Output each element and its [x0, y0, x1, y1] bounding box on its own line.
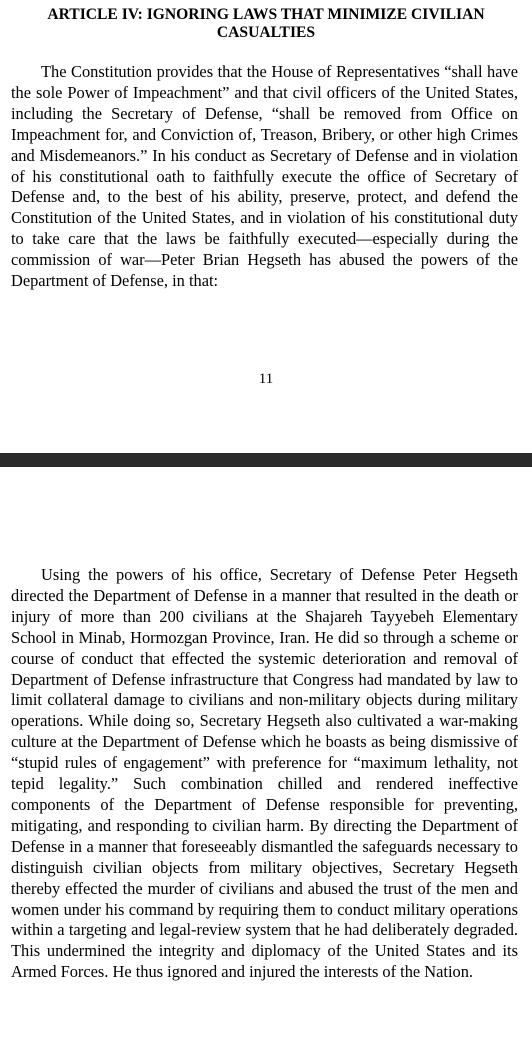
document-page-12: [0, 467, 532, 1048]
page-number: 11: [258, 371, 274, 387]
document-page-11: [0, 0, 532, 453]
article-intro-paragraph: The Constitution provides that the House of Representatives “shall have the sole Power of Impeachment” and that civil officers of the United States, including the Secretary of Defense, “shall be removed from Office on Impeachment for, and Conviction of, Treason, Bribery, or other high Crimes and Misdemeanors.” In his conduct as Secretary of Defense and in violation of his constitutional oath to faithfully execute the office of Secretary of Defense and, to the best of his ability, preserve, protect, and defend the Constitution of the United States, and in violation of his constitutional duty to take care that the laws be faithfully executed—especially during the commission of war—Peter Brian Hegseth has abused the powers of the Department of Defense, in that:: [11, 62, 518, 291]
article-body-paragraph: Using the powers of his office, Secretary of Defense Peter Hegseth directed the Department of Defense in a manner that resulted in the death or injury of more than 200 civilians at the Shajareh Tayyebeh Elementary School in Minab, Hormozgan Province, Iran. He did so through a scheme or course of conduct that effected the systemic deterioration and removal of Department of Defense infrastructure that Congress had mandated by law to limit collateral damage to civilians and non-military objects during military operations. While doing so, Secretary Hegseth also cultivated a war-making culture at the Department of Defense which he boasts as being dismissive of “stupid rules of engagement” with preference for “maximum lethality, not tepid legality.” Such combination chilled and rendered ineffective components of the Department of Defense responsible for preventing, mitigating, and responding to civilian harm. By directing the Department of Defense in a manner that foreseeably dismantled the safeguards necessary to distinguish civilian objects from military objectives, Secretary Hegseth thereby effected the murder of civilians and abused the trust of the men and women under his command by requiring them to conduct military operations within a targeting and legal-review system that he had deliberately degraded. This undermined the integrity and diplomacy of the United States and its Armed Forces. He thus ignored and injured the interests of the Nation.: [11, 565, 518, 982]
page-separator: [0, 453, 532, 467]
article-heading: ARTICLE IV: IGNORING LAWS THAT MINIMIZE CIVILIAN CASUALTIES: [47, 6, 485, 41]
